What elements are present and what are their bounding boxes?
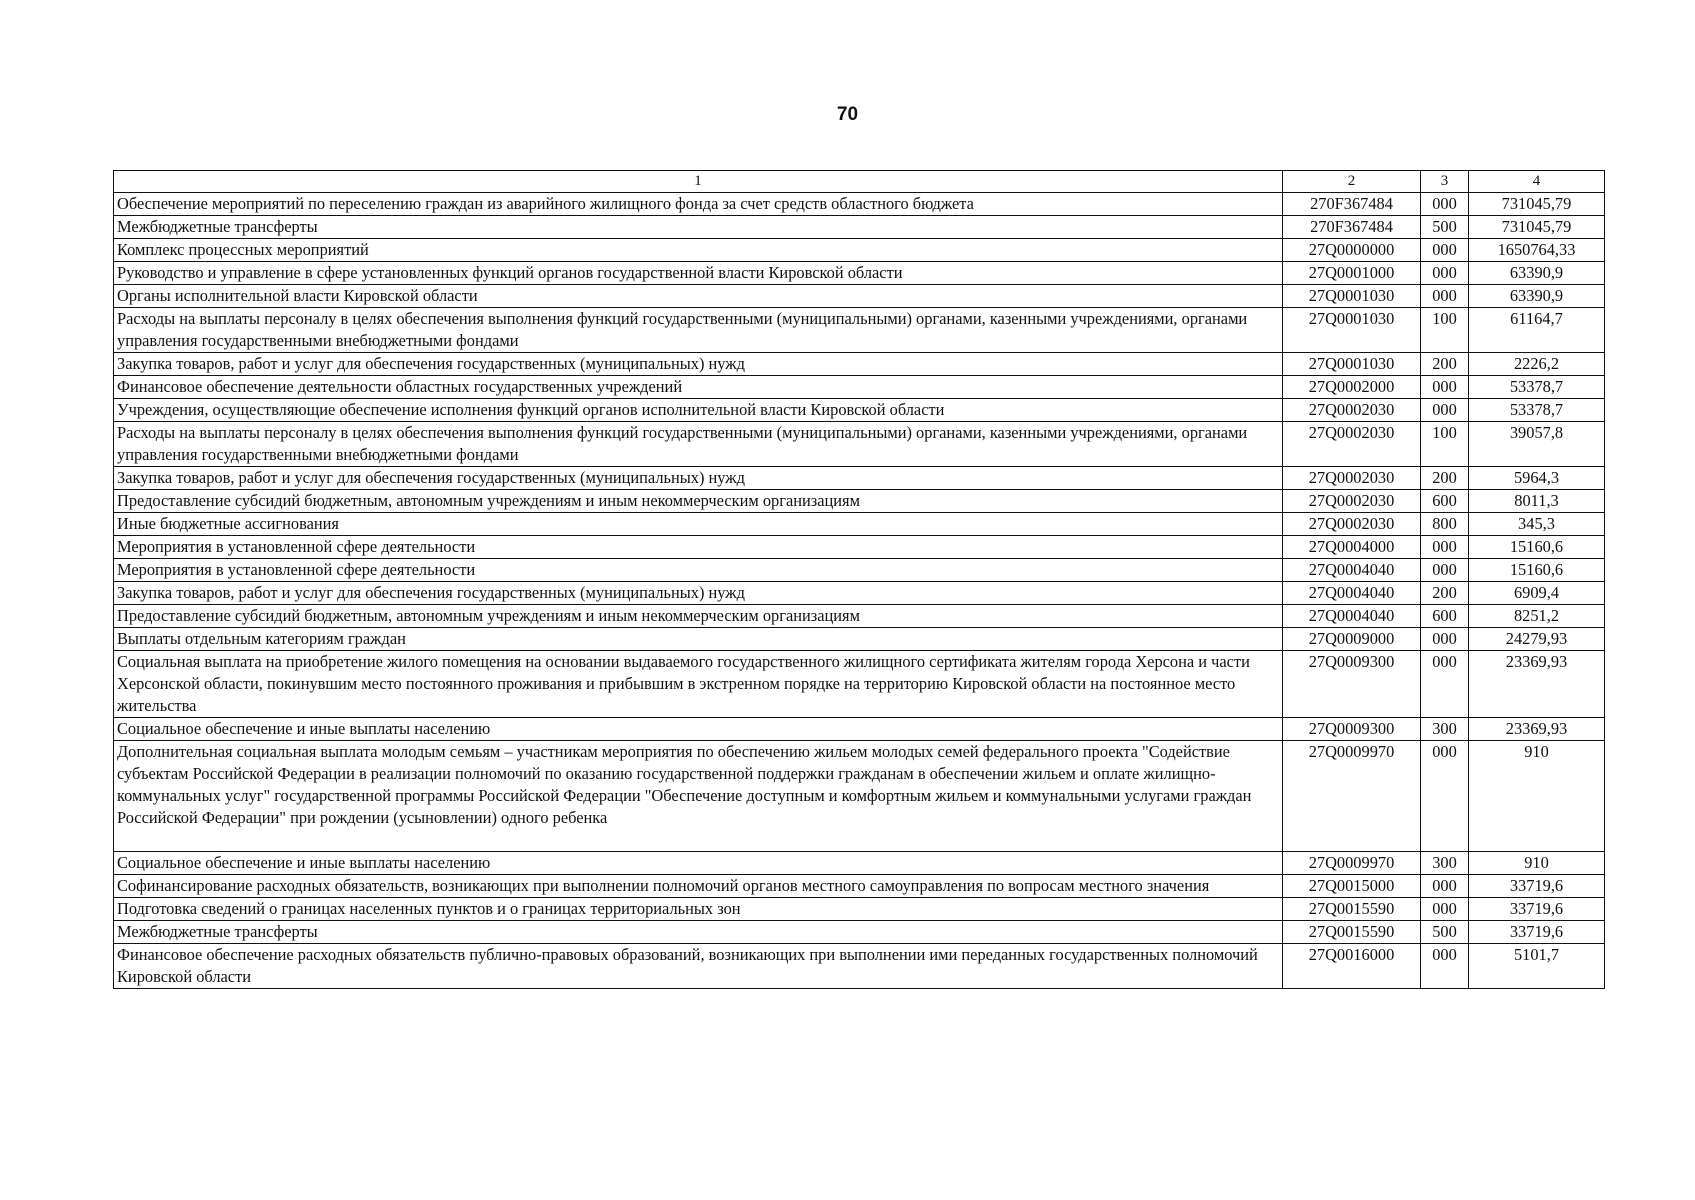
cell-code: 270F367484 bbox=[1283, 216, 1421, 239]
cell-name: Руководство и управление в сфере установленных функций органов государственной власти Кировской области bbox=[114, 262, 1283, 285]
cell-code: 27Q0015590 bbox=[1283, 921, 1421, 944]
table-row bbox=[114, 628, 1605, 651]
cell-code: 27Q0001030 bbox=[1283, 285, 1421, 308]
cell-type: 600 bbox=[1421, 605, 1469, 628]
table-row bbox=[114, 944, 1605, 989]
cell-amount: 39057,8 bbox=[1469, 422, 1605, 467]
cell-code: 27Q0001030 bbox=[1283, 353, 1421, 376]
cell-name: Социальное обеспечение и иные выплаты населению bbox=[114, 852, 1283, 875]
cell-amount: 731045,79 bbox=[1469, 216, 1605, 239]
column-header-name: 1 bbox=[114, 171, 1283, 193]
cell-code: 27Q0002030 bbox=[1283, 467, 1421, 490]
budget-table bbox=[113, 170, 1605, 989]
cell-code: 27Q0015590 bbox=[1283, 898, 1421, 921]
table-row bbox=[114, 353, 1605, 376]
header-row bbox=[114, 171, 1605, 193]
cell-code: 27Q0002030 bbox=[1283, 490, 1421, 513]
cell-amount: 33719,6 bbox=[1469, 898, 1605, 921]
cell-name: Выплаты отдельным категориям граждан bbox=[114, 628, 1283, 651]
cell-type: 000 bbox=[1421, 376, 1469, 399]
cell-name: Дополнительная социальная выплата молодым семьям – участникам мероприятия по обеспечению жильем молодых семей федерального проекта "Содействие субъектам Российской Федерации в реализации полномочий по оказанию государственной поддержки гражданам в обеспечении жильем и оплате жилищно-коммунальных услуг" государственной программы Российской Федерации "Обеспечение доступным и комфортным жильем и коммунальными услугами граждан Российской Федерации" при рождении (усыновлении) одного ребенка bbox=[114, 741, 1283, 852]
table-row bbox=[114, 582, 1605, 605]
cell-amount: 6909,4 bbox=[1469, 582, 1605, 605]
cell-amount: 23369,93 bbox=[1469, 651, 1605, 718]
cell-code: 27Q0002030 bbox=[1283, 422, 1421, 467]
cell-amount: 910 bbox=[1469, 741, 1605, 852]
table-row bbox=[114, 605, 1605, 628]
cell-code: 27Q0015000 bbox=[1283, 875, 1421, 898]
cell-code: 27Q0009000 bbox=[1283, 628, 1421, 651]
cell-type: 000 bbox=[1421, 898, 1469, 921]
cell-amount: 5101,7 bbox=[1469, 944, 1605, 989]
cell-name: Закупка товаров, работ и услуг для обеспечения государственных (муниципальных) нужд bbox=[114, 353, 1283, 376]
cell-type: 000 bbox=[1421, 559, 1469, 582]
cell-amount: 23369,93 bbox=[1469, 718, 1605, 741]
cell-name: Межбюджетные трансферты bbox=[114, 216, 1283, 239]
cell-type: 000 bbox=[1421, 651, 1469, 718]
table-row bbox=[114, 852, 1605, 875]
cell-amount: 910 bbox=[1469, 852, 1605, 875]
cell-type: 300 bbox=[1421, 852, 1469, 875]
cell-name: Учреждения, осуществляющие обеспечение исполнения функций органов исполнительной власти Кировской области bbox=[114, 399, 1283, 422]
cell-type: 000 bbox=[1421, 741, 1469, 852]
cell-amount: 53378,7 bbox=[1469, 376, 1605, 399]
cell-code: 27Q0004040 bbox=[1283, 605, 1421, 628]
cell-type: 000 bbox=[1421, 285, 1469, 308]
cell-name: Расходы на выплаты персоналу в целях обеспечения выполнения функций государственными (муниципальными) органами, казенными учреждениями, органами управления государственными внебюджетными фондами bbox=[114, 308, 1283, 353]
table-row bbox=[114, 376, 1605, 399]
cell-name: Финансовое обеспечение деятельности областных государственных учреждений bbox=[114, 376, 1283, 399]
cell-code: 27Q0009300 bbox=[1283, 651, 1421, 718]
cell-amount: 33719,6 bbox=[1469, 875, 1605, 898]
cell-code: 270F367484 bbox=[1283, 193, 1421, 216]
cell-amount: 63390,9 bbox=[1469, 262, 1605, 285]
column-header-code: 2 bbox=[1283, 171, 1421, 193]
cell-amount: 8251,2 bbox=[1469, 605, 1605, 628]
column-header-type: 3 bbox=[1421, 171, 1469, 193]
cell-code: 27Q0009300 bbox=[1283, 718, 1421, 741]
cell-amount: 15160,6 bbox=[1469, 559, 1605, 582]
cell-type: 500 bbox=[1421, 921, 1469, 944]
cell-name: Расходы на выплаты персоналу в целях обеспечения выполнения функций государственными (муниципальными) органами, казенными учреждениями, органами управления государственными внебюджетными фондами bbox=[114, 422, 1283, 467]
cell-type: 100 bbox=[1421, 308, 1469, 353]
table-row bbox=[114, 193, 1605, 216]
cell-amount: 33719,6 bbox=[1469, 921, 1605, 944]
table-row bbox=[114, 285, 1605, 308]
table-row bbox=[114, 399, 1605, 422]
cell-name: Предоставление субсидий бюджетным, автономным учреждениям и иным некоммерческим организациям bbox=[114, 605, 1283, 628]
cell-code: 27Q0002030 bbox=[1283, 399, 1421, 422]
table-body bbox=[114, 193, 1605, 989]
table-row bbox=[114, 239, 1605, 262]
cell-name: Финансовое обеспечение расходных обязательств публично-правовых образований, возникающих при выполнении ими переданных государственных полномочий Кировской области bbox=[114, 944, 1283, 989]
cell-type: 000 bbox=[1421, 399, 1469, 422]
cell-amount: 15160,6 bbox=[1469, 536, 1605, 559]
cell-amount: 731045,79 bbox=[1469, 193, 1605, 216]
cell-amount: 61164,7 bbox=[1469, 308, 1605, 353]
cell-amount: 5964,3 bbox=[1469, 467, 1605, 490]
cell-code: 27Q0004040 bbox=[1283, 582, 1421, 605]
cell-name: Иные бюджетные ассигнования bbox=[114, 513, 1283, 536]
cell-name: Предоставление субсидий бюджетным, автономным учреждениям и иным некоммерческим организациям bbox=[114, 490, 1283, 513]
cell-name: Подготовка сведений о границах населенных пунктов и о границах территориальных зон bbox=[114, 898, 1283, 921]
cell-name: Закупка товаров, работ и услуг для обеспечения государственных (муниципальных) нужд bbox=[114, 582, 1283, 605]
cell-type: 000 bbox=[1421, 193, 1469, 216]
table-row bbox=[114, 490, 1605, 513]
cell-amount: 8011,3 bbox=[1469, 490, 1605, 513]
cell-type: 000 bbox=[1421, 628, 1469, 651]
cell-type: 000 bbox=[1421, 944, 1469, 989]
cell-amount: 345,3 bbox=[1469, 513, 1605, 536]
cell-name: Комплекс процессных мероприятий bbox=[114, 239, 1283, 262]
cell-name: Межбюджетные трансферты bbox=[114, 921, 1283, 944]
cell-type: 000 bbox=[1421, 262, 1469, 285]
cell-amount: 1650764,33 bbox=[1469, 239, 1605, 262]
table-row bbox=[114, 921, 1605, 944]
cell-name: Закупка товаров, работ и услуг для обеспечения государственных (муниципальных) нужд bbox=[114, 467, 1283, 490]
cell-name: Мероприятия в установленной сфере деятельности bbox=[114, 559, 1283, 582]
table-row bbox=[114, 559, 1605, 582]
cell-type: 000 bbox=[1421, 239, 1469, 262]
column-header-amount: 4 bbox=[1469, 171, 1605, 193]
cell-type: 100 bbox=[1421, 422, 1469, 467]
cell-type: 600 bbox=[1421, 490, 1469, 513]
cell-type: 800 bbox=[1421, 513, 1469, 536]
cell-name: Органы исполнительной власти Кировской области bbox=[114, 285, 1283, 308]
cell-code: 27Q0016000 bbox=[1283, 944, 1421, 989]
cell-code: 27Q0000000 bbox=[1283, 239, 1421, 262]
table-row bbox=[114, 898, 1605, 921]
cell-type: 000 bbox=[1421, 536, 1469, 559]
table-row bbox=[114, 262, 1605, 285]
cell-type: 200 bbox=[1421, 353, 1469, 376]
cell-name: Мероприятия в установленной сфере деятельности bbox=[114, 536, 1283, 559]
cell-code: 27Q0002030 bbox=[1283, 513, 1421, 536]
table-row bbox=[114, 308, 1605, 353]
page-number: 70 bbox=[836, 104, 859, 125]
cell-type: 500 bbox=[1421, 216, 1469, 239]
cell-type: 200 bbox=[1421, 582, 1469, 605]
cell-type: 200 bbox=[1421, 467, 1469, 490]
table-row bbox=[114, 741, 1605, 852]
cell-code: 27Q0009970 bbox=[1283, 852, 1421, 875]
table-row bbox=[114, 875, 1605, 898]
cell-code: 27Q0009970 bbox=[1283, 741, 1421, 852]
table-row bbox=[114, 718, 1605, 741]
cell-name: Обеспечение мероприятий по переселению граждан из аварийного жилищного фонда за счет средств областного бюджета bbox=[114, 193, 1283, 216]
cell-code: 27Q0004040 bbox=[1283, 559, 1421, 582]
cell-type: 000 bbox=[1421, 875, 1469, 898]
table-row bbox=[114, 651, 1605, 718]
cell-code: 27Q0001000 bbox=[1283, 262, 1421, 285]
table-row bbox=[114, 536, 1605, 559]
cell-amount: 53378,7 bbox=[1469, 399, 1605, 422]
cell-name: Социальная выплата на приобретение жилого помещения на основании выдаваемого государственного жилищного сертификата жителям города Херсона и части Херсонской области, покинувшим место постоянного проживания и прибывшим в экстренном порядке на территорию Кировской области на постоянное место жительства bbox=[114, 651, 1283, 718]
cell-amount: 2226,2 bbox=[1469, 353, 1605, 376]
table-row bbox=[114, 513, 1605, 536]
cell-amount: 63390,9 bbox=[1469, 285, 1605, 308]
cell-name: Социальное обеспечение и иные выплаты населению bbox=[114, 718, 1283, 741]
cell-code: 27Q0002000 bbox=[1283, 376, 1421, 399]
cell-code: 27Q0004000 bbox=[1283, 536, 1421, 559]
table-row bbox=[114, 216, 1605, 239]
cell-name: Софинансирование расходных обязательств, возникающих при выполнении полномочий органов местного самоуправления по вопросам местного значения bbox=[114, 875, 1283, 898]
cell-type: 300 bbox=[1421, 718, 1469, 741]
cell-code: 27Q0001030 bbox=[1283, 308, 1421, 353]
table-row bbox=[114, 422, 1605, 467]
table-row bbox=[114, 467, 1605, 490]
cell-amount: 24279,93 bbox=[1469, 628, 1605, 651]
